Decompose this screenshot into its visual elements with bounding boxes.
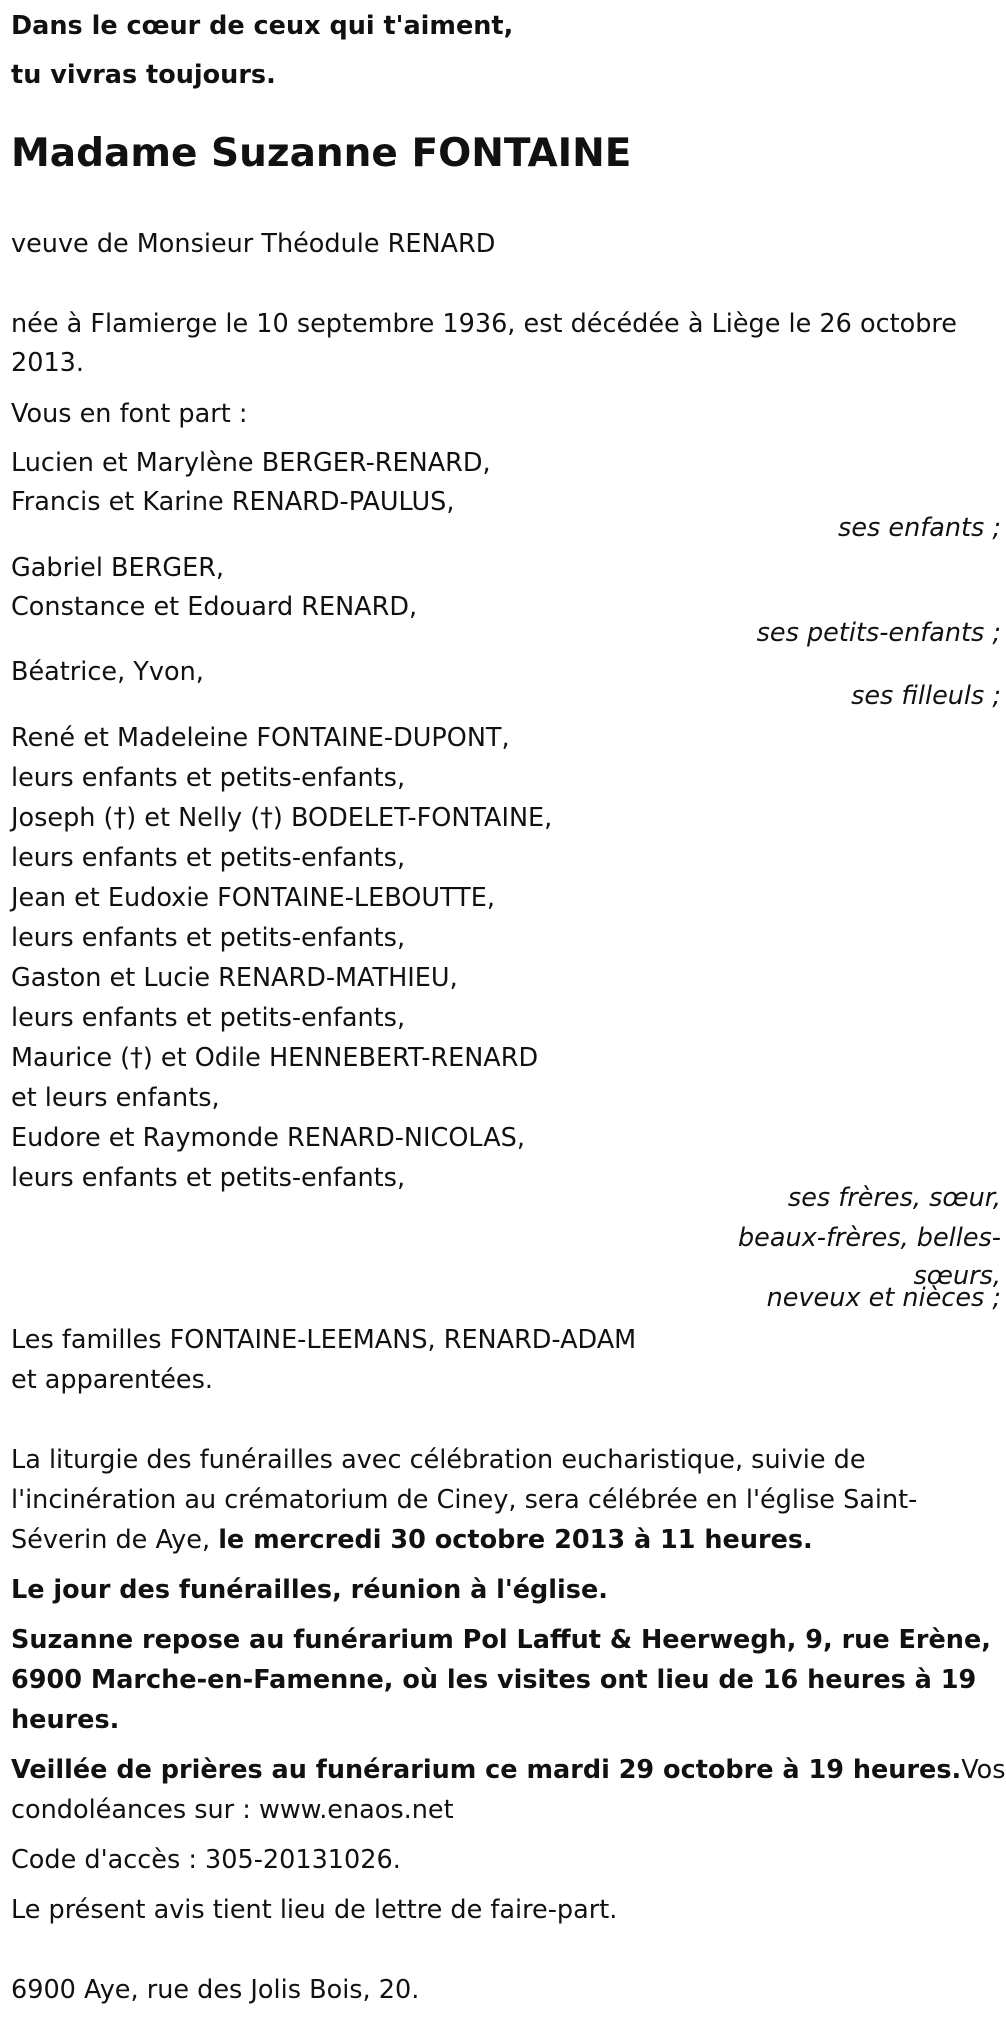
- children-name: Lucien et Marylène BERGER-RENARD,: [11, 448, 491, 478]
- address-line: 6900 Aye, rue des Jolis Bois, 20.: [11, 1975, 420, 2005]
- intro-line: Vous en font part :: [11, 399, 248, 429]
- deceased-name: Madame Suzanne FONTAINE: [11, 131, 632, 176]
- gathering-line: Le jour des funérailles, réunion à l'église.: [11, 1575, 608, 1605]
- spouse-line: veuve de Monsieur Théodule RENARD: [11, 229, 496, 259]
- birth-death-line-1: née à Flamierge le 10 septembre 1936, est décédée à Liège le 26 octobre: [11, 309, 957, 339]
- siblings-line: Jean et Eudoxie FONTAINE-LEBOUTTE,: [11, 883, 495, 913]
- grandchildren-name: Constance et Edouard RENARD,: [11, 592, 418, 622]
- access-code: Code d'accès : 305-20131026.: [11, 1845, 401, 1875]
- godchildren-role: ses filleuls ;: [851, 681, 1001, 711]
- repose-line: heures.: [11, 1705, 120, 1735]
- siblings-role-line: ses frères, sœur,: [787, 1183, 1001, 1213]
- vigil-rest: Vos: [961, 1755, 1006, 1785]
- siblings-line: Gaston et Lucie RENARD-MATHIEU,: [11, 963, 458, 993]
- siblings-line: leurs enfants et petits-enfants,: [11, 763, 406, 793]
- notice-line: Le présent avis tient lieu de lettre de faire-part.: [11, 1895, 618, 1925]
- siblings-role-line: beaux-frères, belles-: [738, 1223, 1001, 1253]
- siblings-role-line: neveux et nièces ;: [766, 1283, 1001, 1313]
- godchildren-name: Béatrice, Yvon,: [11, 657, 204, 687]
- children-name: Francis et Karine RENARD-PAULUS,: [11, 487, 455, 517]
- siblings-line: leurs enfants et petits-enfants,: [11, 923, 406, 953]
- liturgy-line: [11, 1520, 813, 1560]
- families-line: et apparentées.: [11, 1365, 213, 1395]
- children-role: ses enfants ;: [838, 513, 1001, 543]
- birth-death-line-2: 2013.: [11, 348, 85, 378]
- grandchildren-name: Gabriel BERGER,: [11, 553, 225, 583]
- siblings-line: Maurice (†) et Odile HENNEBERT-RENARD: [11, 1043, 539, 1073]
- liturgy-line: La liturgie des funérailles avec célébration eucharistique, suivie de: [11, 1445, 866, 1475]
- liturgy-date: le mercredi 30 octobre 2013 à 11 heures.: [218, 1525, 813, 1555]
- siblings-line: René et Madeleine FONTAINE-DUPONT,: [11, 723, 510, 753]
- siblings-line: et leurs enfants,: [11, 1083, 220, 1113]
- condolences-line: condoléances sur : www.enaos.net: [11, 1795, 454, 1825]
- epigraph-line-1: Dans le cœur de ceux qui t'aiment,: [11, 11, 514, 41]
- repose-line: Suzanne repose au funérarium Pol Laffut & Heerwegh, 9, rue Erène,: [11, 1625, 991, 1655]
- epigraph-line-2: tu vivras toujours.: [11, 60, 276, 90]
- grandchildren-role: ses petits-enfants ;: [756, 618, 1001, 648]
- siblings-line: leurs enfants et petits-enfants,: [11, 843, 406, 873]
- families-line: Les familles FONTAINE-LEEMANS, RENARD-ADAM: [11, 1325, 637, 1355]
- vigil-line: [11, 1750, 1006, 1790]
- liturgy-line: l'incinération au crématorium de Ciney, sera célébrée en l'église Saint-: [11, 1485, 918, 1515]
- repose-line: 6900 Marche-en-Famenne, où les visites ont lieu de 16 heures à 19: [11, 1665, 977, 1695]
- liturgy-place: Séverin de Aye,: [11, 1525, 219, 1555]
- siblings-line: Eudore et Raymonde RENARD-NICOLAS,: [11, 1123, 525, 1153]
- siblings-line: Joseph (†) et Nelly (†) BODELET-FONTAINE,: [11, 803, 553, 833]
- siblings-line: leurs enfants et petits-enfants,: [11, 1003, 406, 1033]
- vigil-text: Veillée de prières au funérarium ce mardi 29 octobre à 19 heures.: [11, 1755, 962, 1785]
- siblings-role-line: sœurs,: [913, 1261, 1001, 1291]
- siblings-line: leurs enfants et petits-enfants,: [11, 1163, 406, 1193]
